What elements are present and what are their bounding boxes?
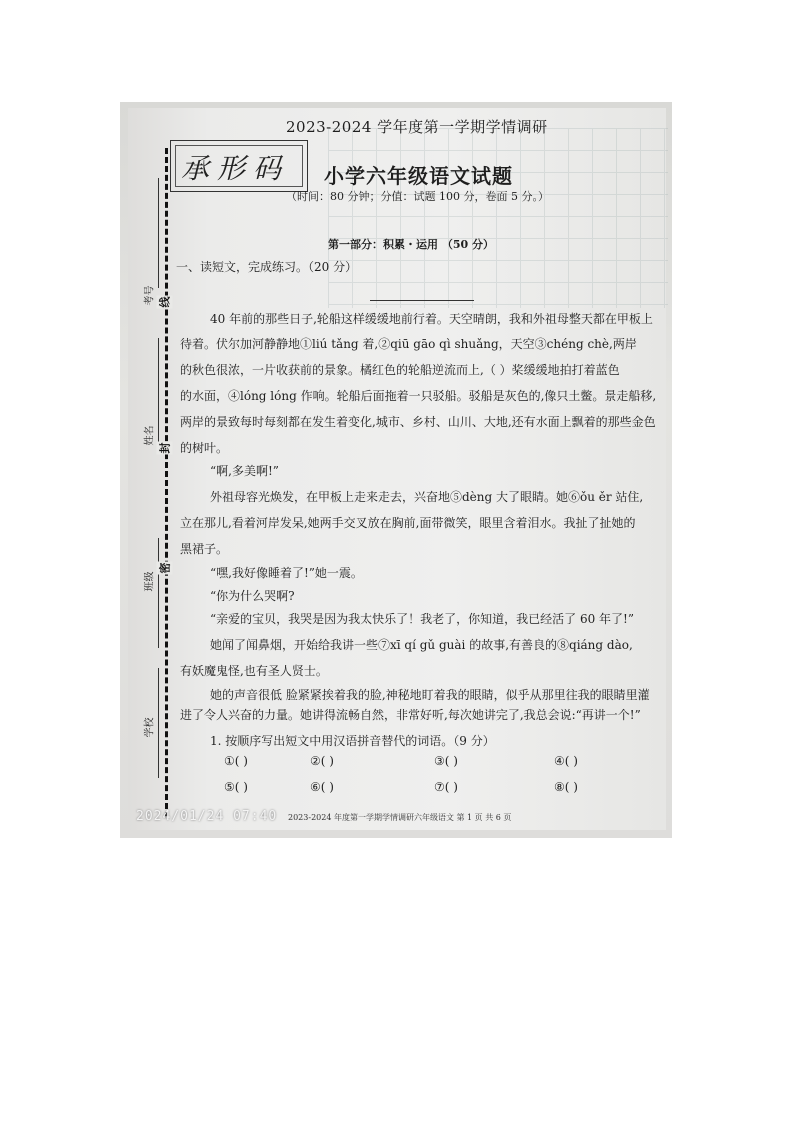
passage-line: 的树叶。	[180, 441, 229, 455]
passage-title-blank	[370, 300, 474, 301]
binding-mark-secret: 密	[158, 562, 172, 574]
blank-line	[158, 178, 159, 288]
blank-line	[158, 668, 159, 778]
passage-line: 立在那儿,看着河岸发呆,她两手交叉放在胸前,面带微笑，眼里含着泪水。我扯了扯她的	[180, 516, 636, 530]
passage-line: “你为什么哭啊?	[210, 589, 295, 603]
passage-line: 40 年前的那些日子,轮船这样缓缓地前行着。天空晴朗，我和外祖母整天都在甲板上	[210, 312, 653, 326]
passage-line: 她的声音很低 脸紧紧挨着我的脸,神秘地盯着我的眼睛，似乎从那里往我的眼睛里灌	[210, 688, 650, 702]
answer-blank[interactable]: ④( )	[554, 754, 578, 768]
passage-line: 有妖魔鬼怪,也有圣人贤士。	[180, 664, 328, 678]
label-exam-number: 考号	[144, 285, 156, 306]
answer-blank[interactable]: ⑦( )	[434, 780, 458, 794]
passage-line: 她闻了闻鼻烟，开始给我讲一些⑦xī qí gǔ guài 的故事,有善良的⑧qiáng dào,	[210, 638, 633, 652]
label-name: 姓名	[144, 425, 156, 446]
answer-blank[interactable]: ②( )	[310, 754, 334, 768]
photo-timestamp: 2024/01/24 07:40	[136, 809, 278, 824]
answer-blank[interactable]: ③( )	[434, 754, 458, 768]
passage-line: 的水面，④lóng lóng 作响。轮船后面拖着一只驳船。驳船是灰色的,像只土鳖。景走船移,	[180, 389, 657, 403]
label-school: 学校	[144, 717, 156, 738]
label-class: 班级	[144, 571, 156, 592]
binding-mark-line: 线	[158, 296, 172, 308]
page-title: 小学六年级语文试题	[324, 164, 513, 188]
question-1-prompt: 1. 按顺序写出短文中用汉语拼音替代的词语。（9 分）	[210, 734, 495, 748]
passage-line: 进了令人兴奋的力量。她讲得流畅自然，非常好听,每次她讲完了,我总会说:“再讲一个!”	[180, 708, 641, 722]
handwritten-stamp-box	[170, 140, 308, 192]
question-title: 一、读短文，完成练习。（20 分）	[176, 260, 358, 274]
background-grid	[328, 128, 668, 308]
exam-paper	[128, 108, 666, 830]
exam-session-title: 2023-2024 学年度第一学期学情调研	[286, 118, 548, 136]
passage-line: 的秋色很浓，一片收获前的景象。橘红色的轮船逆流而上,（ ）桨缓缓地拍打着蓝色	[180, 363, 620, 377]
answer-blank[interactable]: ①( )	[224, 754, 248, 768]
exam-photo	[120, 102, 672, 838]
part-title: 第一部分：积累・运用 （50 分）	[328, 238, 494, 251]
passage-line: 待着。伏尔加河静静地①liú tǎng 着,②qiū gāo qì shuǎng，天空③chéng chè,两岸	[180, 337, 637, 351]
passage-line: 两岸的景致每时每刻都在发生着变化,城市、乡村、山川、大地,还有水面上飘着的那些金色	[180, 415, 656, 429]
binding-mark-seal: 封	[158, 442, 172, 454]
handwritten-text: 承形码	[181, 152, 290, 185]
passage-line: 黑裙子。	[180, 542, 229, 556]
answer-blank[interactable]: ⑧( )	[554, 780, 578, 794]
passage-line: “亲爱的宝贝，我哭是因为我太快乐了！我老了，你知道，我已经活了 60 年了!”	[210, 612, 634, 626]
page-footer: 2023-2024 年度第一学期学情调研六年级语文 第 1 页 共 6 页	[288, 813, 512, 822]
answer-blank[interactable]: ⑤( )	[224, 780, 248, 794]
answer-blank[interactable]: ⑥( )	[310, 780, 334, 794]
passage-line: “啊,多美啊!”	[210, 464, 279, 478]
passage-line: 外祖母容光焕发，在甲板上走来走去，兴奋地⑤dèng 大了眼睛。她⑥ǒu ěr 站住,	[210, 490, 644, 504]
blank-line	[158, 538, 159, 648]
binding-dashed-line	[165, 148, 168, 818]
blank-line	[158, 338, 159, 448]
passage-line: “嘿,我好像睡着了!”她一震。	[210, 566, 363, 580]
exam-subtitle: （时间：80 分钟；分值：试题 100 分，卷面 5 分。）	[286, 190, 549, 203]
